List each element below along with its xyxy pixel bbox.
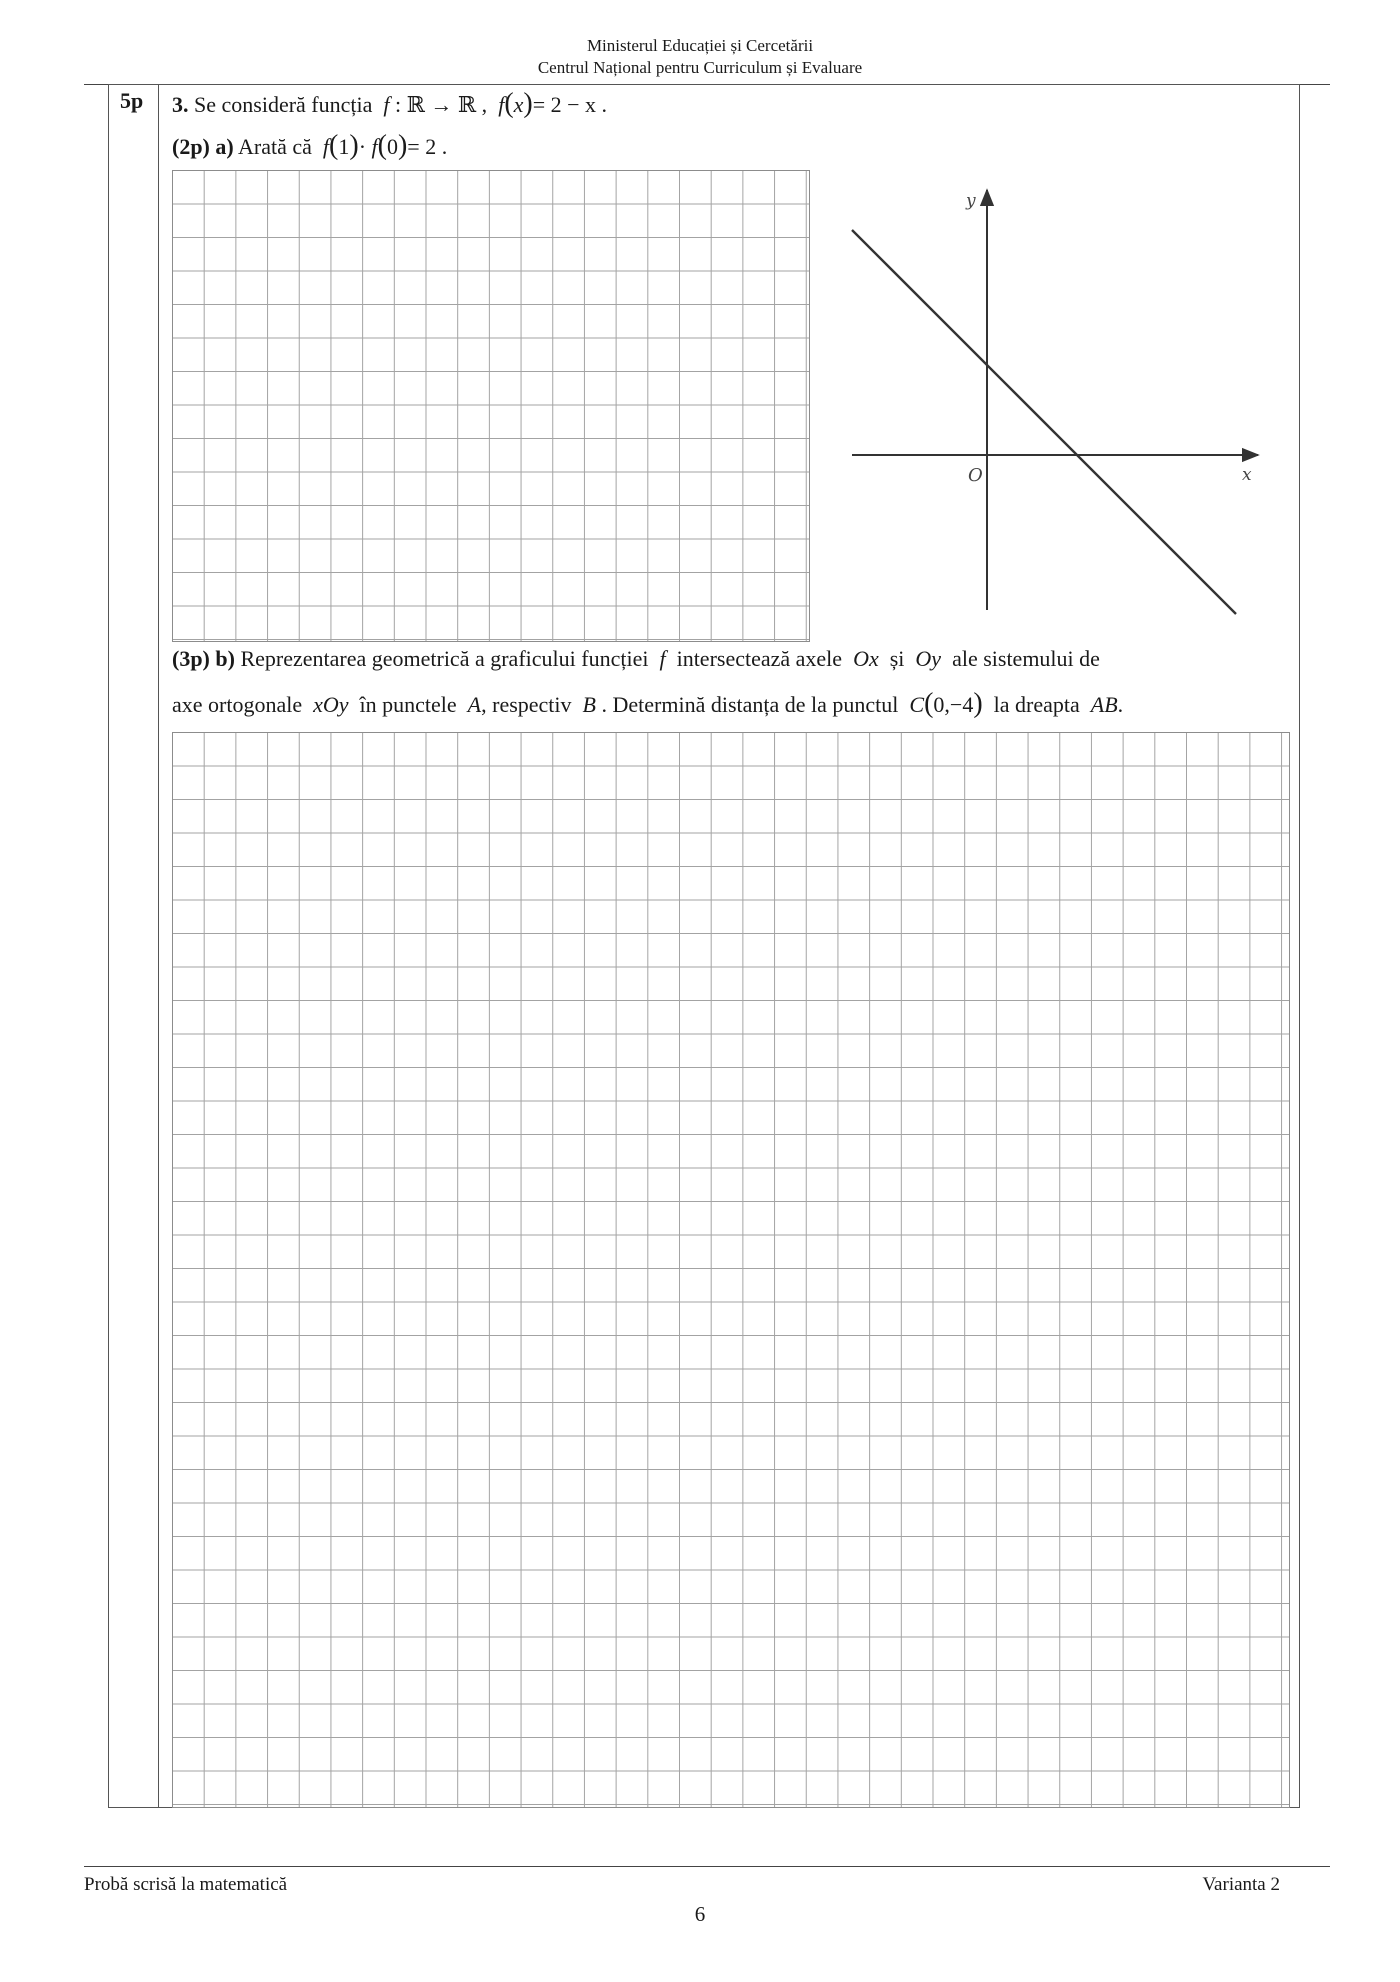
- part-a-f2: f: [371, 134, 378, 159]
- fn-rhs: = 2 − x .: [532, 92, 608, 117]
- part-b-point-c: C: [909, 692, 925, 717]
- x-axis-label: x: [1242, 465, 1252, 485]
- part-a-rhs: = 2 .: [407, 134, 448, 159]
- function-graph: [840, 180, 1270, 620]
- fn-symbol-2: f: [498, 92, 505, 117]
- part-b-point-b: B: [582, 692, 596, 717]
- header-center: Centrul Național pentru Curriculum și Evaluare: [537, 58, 863, 77]
- part-a-arg2: 0: [386, 134, 398, 159]
- part-a-statement: (2p) a) Arată că f(1)· f(0)= 2 .: [172, 130, 448, 161]
- part-b-point-a: A: [467, 692, 482, 717]
- part-b-text6: în punctele: [359, 692, 457, 717]
- fn-domain: : ℝ → ℝ ,: [395, 92, 488, 117]
- part-b-statement-line2: axe ortogonale xOy în punctele A, respectiv B . Determină distanța de la punctul C(0,−4) la dreapta AB.: [172, 688, 1124, 719]
- origin-label: O: [968, 465, 983, 486]
- part-b-f: f: [659, 646, 666, 671]
- problem-intro: Se consideră funcția: [194, 92, 373, 117]
- part-b-xoy: xOy: [313, 692, 349, 717]
- part-a-dot: ·: [358, 134, 367, 159]
- part-b-letter: b): [215, 646, 235, 671]
- answer-grid-a[interactable]: [172, 170, 810, 642]
- part-b-text10: .: [1117, 692, 1124, 717]
- part-b-text2: intersectează axele: [676, 646, 843, 671]
- part-b-text4: ale sistemului de: [952, 646, 1100, 671]
- footer-divider: [84, 1866, 1330, 1867]
- graph-line: [852, 230, 1236, 614]
- part-b-text7: , respectiv: [481, 692, 572, 717]
- problem-statement: 3. Se consideră funcția f : ℝ → ℝ , f(x)= 2 − x .: [172, 88, 608, 119]
- part-a-arg1: 1: [338, 134, 350, 159]
- footer-variant: Varianta 2: [1202, 1874, 1280, 1895]
- part-a-text: Arată că: [238, 134, 312, 159]
- part-b-c-coords: 0,−4: [933, 692, 974, 717]
- part-b-statement-line1: [172, 646, 1100, 672]
- footer-exam-title: Probă scrisă la matematică: [84, 1874, 288, 1895]
- part-b-text8: . Determină distanța de la punctul: [601, 692, 899, 717]
- part-a-f1: f: [322, 134, 330, 159]
- part-b-oy: Oy: [915, 646, 942, 671]
- part-b-text5: axe ortogonale: [172, 692, 303, 717]
- fn-symbol: f: [383, 92, 390, 117]
- part-b-text3: și: [889, 646, 905, 671]
- part-b-text1: Reprezentarea geometrică a graficului funcției: [240, 646, 649, 671]
- points-column-divider: [158, 84, 159, 1808]
- answer-grid-b[interactable]: [172, 732, 1290, 1808]
- part-a-points: (2p): [172, 134, 210, 159]
- part-b-text9: la dreapta: [993, 692, 1080, 717]
- points-badge: 5p: [120, 88, 144, 113]
- part-b-ox: Ox: [853, 646, 879, 671]
- fn-arg: x: [513, 92, 524, 117]
- header-ministry: Ministerul Educației și Cercetării: [586, 36, 814, 55]
- part-b-points: (3p): [172, 646, 210, 671]
- problem-number: 3.: [172, 92, 189, 117]
- part-b-line-ab: AB: [1090, 692, 1118, 717]
- y-axis-label: y: [966, 191, 976, 211]
- part-a-letter: a): [215, 134, 234, 159]
- page-number: 6: [694, 1902, 706, 1926]
